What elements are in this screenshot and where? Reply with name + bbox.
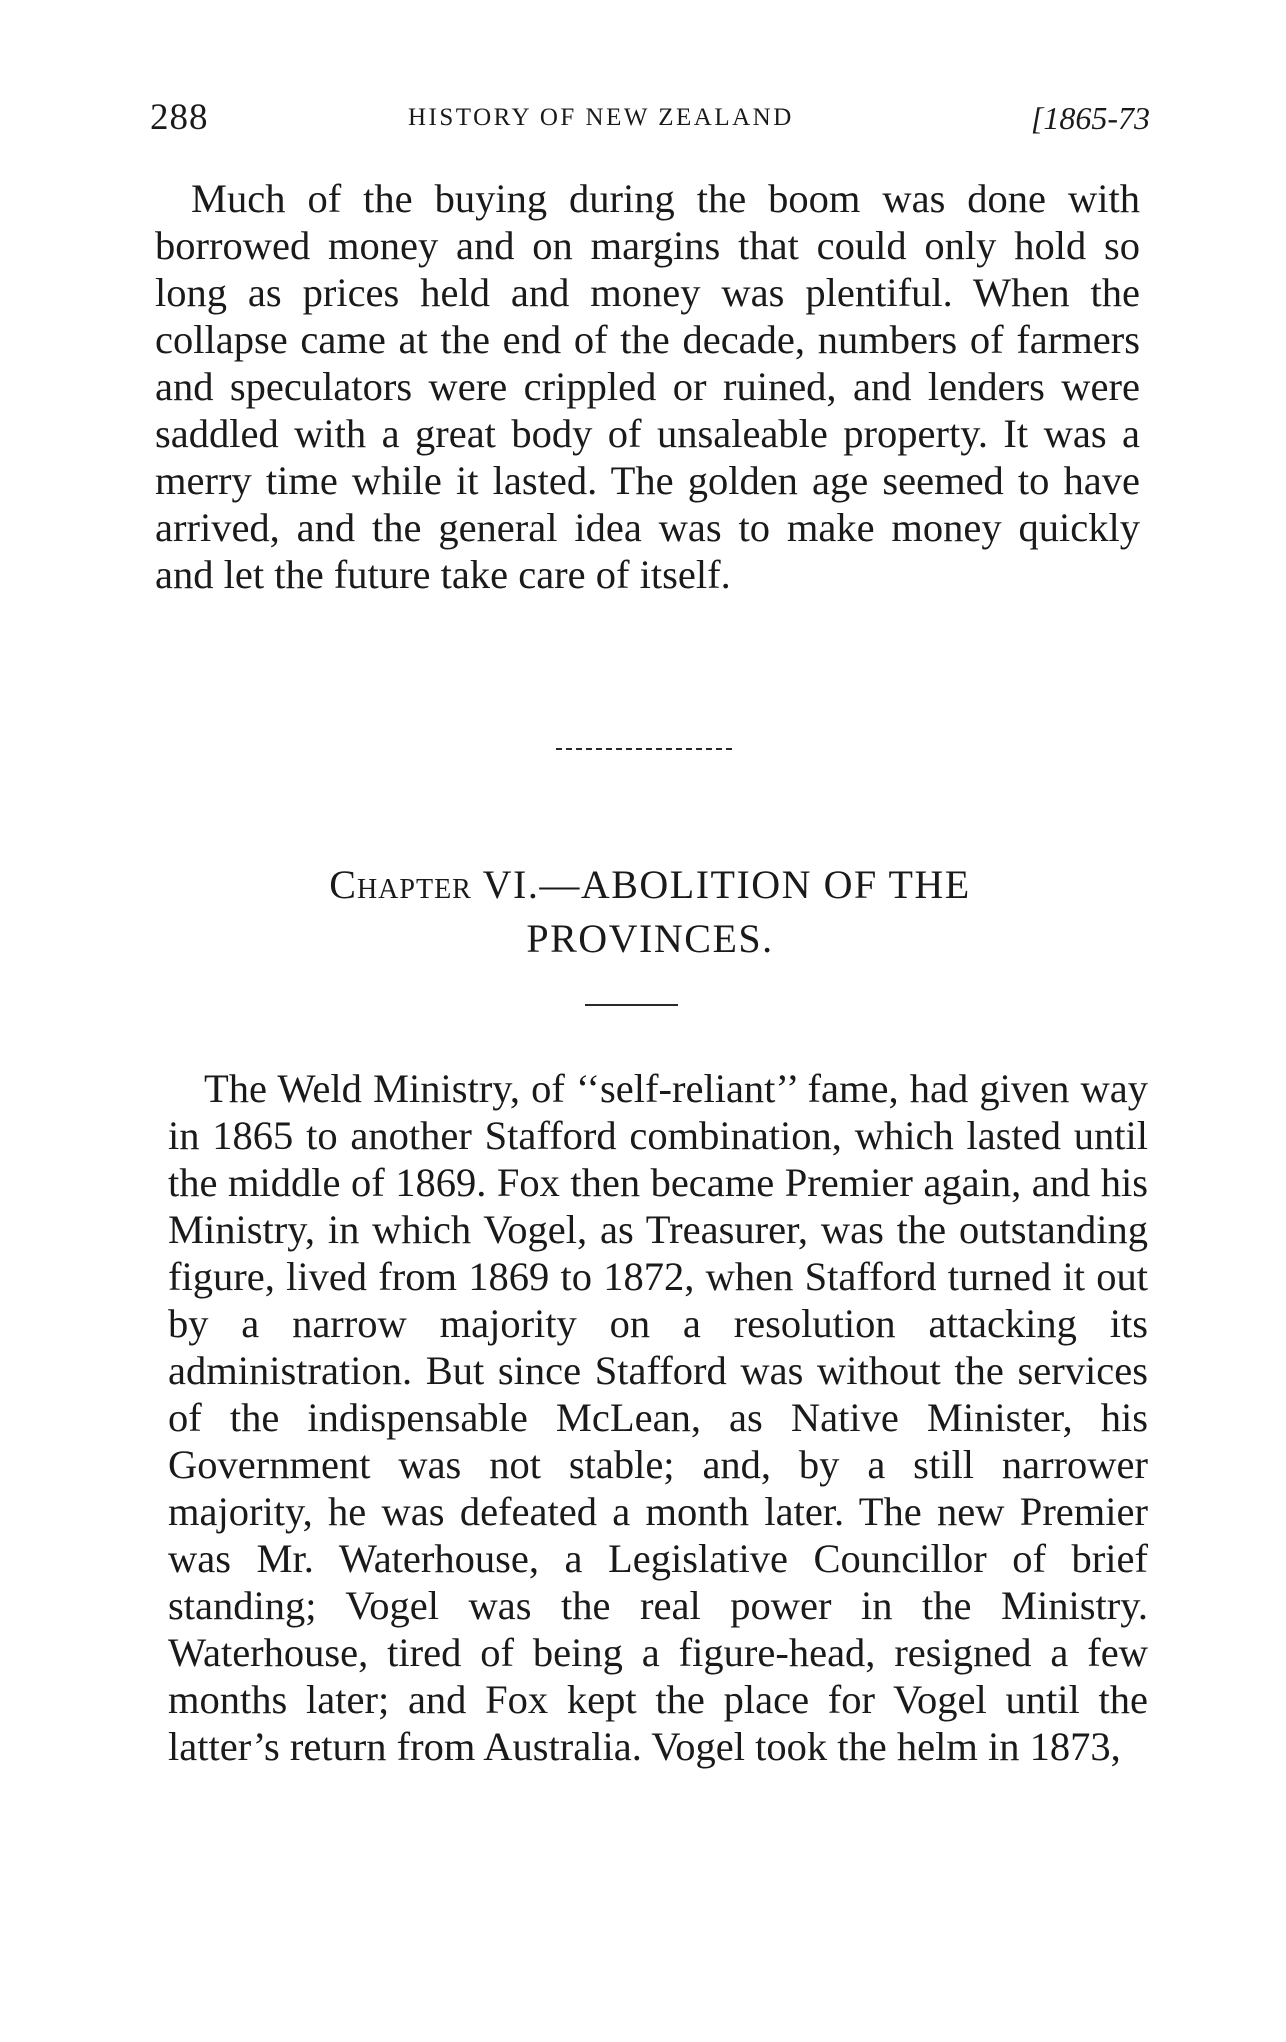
date-range: [1865-73	[1030, 100, 1150, 136]
page-number: 288	[150, 97, 209, 138]
chapter-title-line-1: VI.—ABOLITION OF THE	[482, 862, 971, 907]
body-paragraph-2: The Weld Ministry, of ‘‘self-reliant’’ fame, had given way in 1865 to another Stafford combination, which lasted until the middle of 1869. Fox then became Premier again, and his Ministry, in which Vogel, as Treasurer, was the outstanding figure, lived from 1869 to 1872, when Stafford turned it out by a narrow majority on a resolution attacking its administration. But since Stafford was without the services of the indispensable McLean, as Native Minister, his Government was not stable; and, by a still narrower majority, he was defeated a month later. The new Premier was Mr. Waterhouse, a Legislative Councillor of brief standing; Vogel was the real power in the Ministry. Waterhouse, tired of being a figure-head, resigned a few months later; and Fox kept the place for Vogel until the latter’s return from Australia. Vogel took the helm in 1873,	[168, 1066, 1148, 1769]
chapter-heading-line-1	[150, 858, 1150, 912]
running-head	[150, 96, 1150, 140]
body-paragraph-1: Much of the buying during the boom was done with borrowed money and on margins that could only hold so long as prices held and money was plentiful. When the collapse came at the end of the decade, numbers of farmers and speculators were crippled or ruined, and lenders were saddled with a great body of unsaleable property. It was a merry time while it lasted. The golden age seemed to have arrived, and the general idea was to make money quickly and let the future take care of itself.	[155, 176, 1140, 597]
chapter-heading	[150, 858, 1150, 966]
chapter-rule	[585, 1004, 678, 1006]
chapter-word: Chapter	[329, 862, 472, 907]
book-title: HISTORY OF NEW ZEALAND	[408, 104, 794, 131]
chapter-title-line-2: PROVINCES.	[526, 916, 774, 961]
section-break-rule	[556, 748, 732, 750]
